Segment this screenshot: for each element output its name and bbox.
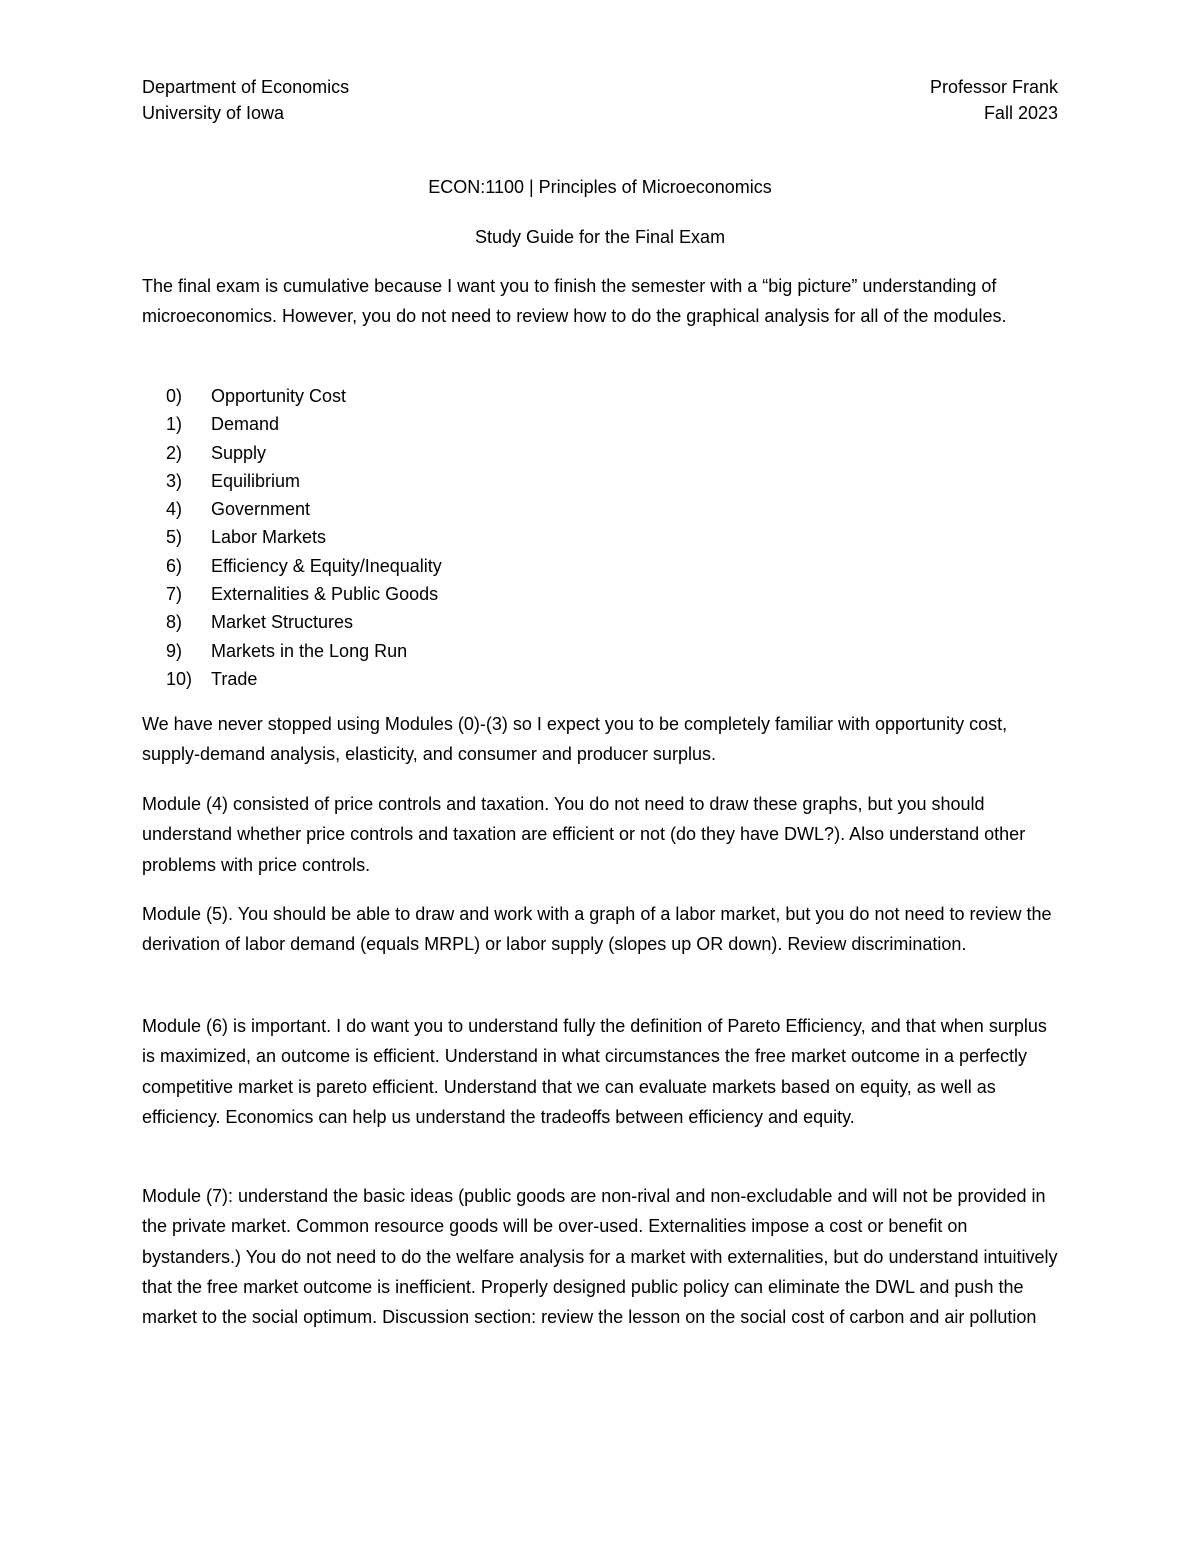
- intro-paragraph: The final exam is cumulative because I want you to finish the semester with a “big picture” understanding of microeconomics. However, you do not need to review how to do the graphical analysis for all of the modules.: [142, 276, 1007, 327]
- module-number: 0): [166, 386, 183, 406]
- list-item: [166, 467, 442, 495]
- module-number: 6): [166, 555, 183, 576]
- modules-0-3-paragraph: We have never stopped using Modules (0)-(3) so I expect you to be completely familiar with opportunity cost, supply-demand analysis, elasticity, and consumer and producer surplus.: [142, 714, 1008, 765]
- list-item: [166, 637, 442, 665]
- module-label: Government: [211, 499, 311, 520]
- list-item: [166, 608, 442, 636]
- module-number: 3): [166, 470, 183, 491]
- list-item: [166, 382, 442, 410]
- header-right: [930, 74, 1058, 126]
- module-number: 8): [166, 612, 183, 633]
- module-label: Labor Markets: [211, 527, 327, 548]
- module-number: 4): [166, 499, 183, 520]
- list-item: [166, 495, 442, 523]
- list-item: [166, 410, 442, 438]
- module-label: Externalities & Public Goods: [211, 584, 439, 605]
- module-4-paragraph: Module (4) consisted of price controls and taxation. You do not need to draw these graphs, but you should understand whether price controls and taxation are efficient or not (do they have DWL?). Also understand other problems with price controls.: [142, 794, 1026, 875]
- course-title: ECON:1100 | Principles of Microeconomics: [428, 177, 772, 197]
- module-label: Equilibrium: [211, 470, 301, 491]
- list-item: [166, 665, 442, 693]
- university-name: University of Iowa: [142, 103, 285, 123]
- list-item: [166, 523, 442, 551]
- module-label: Efficiency & Equity/Inequality: [211, 555, 442, 576]
- department-name: Department of Economics: [142, 77, 350, 97]
- module-list: [166, 382, 442, 693]
- term: Fall 2023: [983, 103, 1058, 123]
- professor-name: Professor Frank: [929, 77, 1058, 97]
- module-number: 9): [166, 640, 183, 661]
- document-title: Study Guide for the Final Exam: [474, 227, 726, 247]
- list-item: [166, 552, 442, 580]
- module-number: 1): [166, 414, 183, 435]
- header-left: [142, 74, 349, 126]
- module-label: Opportunity Cost: [211, 386, 347, 406]
- module-label: Trade: [211, 668, 258, 689]
- module-number: 10): [166, 668, 193, 689]
- module-number: 7): [166, 584, 183, 605]
- list-item: [166, 580, 442, 608]
- module-label: Demand: [211, 414, 280, 435]
- module-7-paragraph: Module (7): understand the basic ideas (public goods are non-rival and non-excludable and will not be provided in the private market. Common resource goods will be over-used. Externalities impose a cost or benefit on bystanders.) You do not need to do the welfare analysis for a market with externalities, but do understand intuitively that the free market outcome is inefficient. Properly designed public policy can eliminate the DWL and push the market to the social optimum. Discussion section: review the lesson on the social cost of carbon and air pollution: [142, 1186, 1058, 1328]
- module-number: 2): [166, 442, 183, 463]
- module-label: Market Structures: [211, 612, 354, 633]
- module-6-paragraph: Module (6) is important. I do want you to understand fully the definition of Pareto Efficiency, and that when surplus is maximized, an outcome is efficient. Understand in what circumstances the free market outcome in a perfectly competitive market is pareto efficient. Understand that we can evaluate markets based on equity, as well as efficiency. Economics can help us understand the tradeoffs between efficiency and equity.: [142, 1016, 1047, 1127]
- module-number: 5): [166, 527, 183, 548]
- module-label: Markets in the Long Run: [211, 640, 408, 661]
- list-item: [166, 439, 442, 467]
- module-label: Supply: [211, 442, 267, 463]
- module-5-paragraph: Module (5). You should be able to draw and work with a graph of a labor market, but you do not need to review the derivation of labor demand (equals MRPL) or labor supply (slopes up OR down). Review discrimination.: [142, 904, 1052, 955]
